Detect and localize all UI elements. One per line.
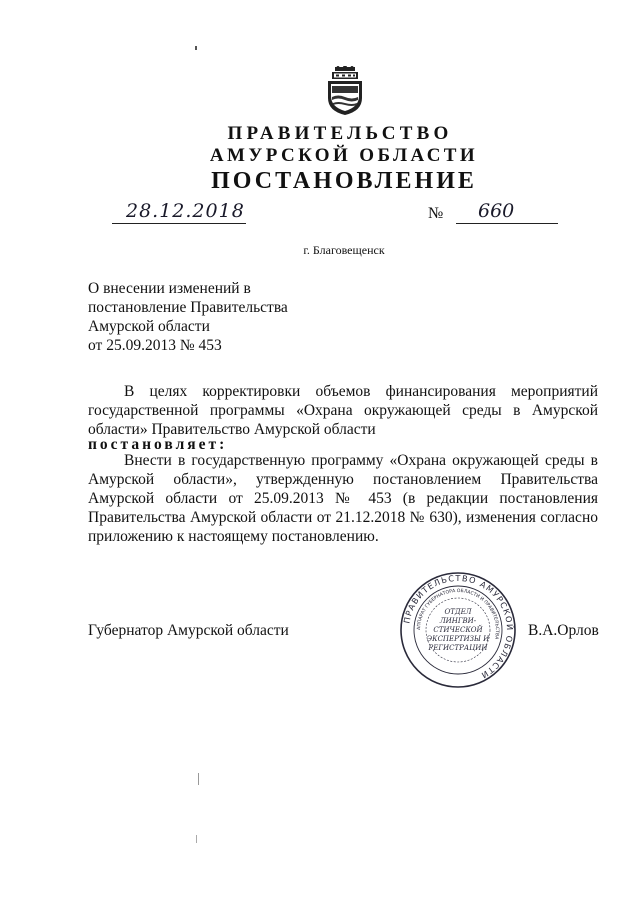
stamp-inner-text: АППАРАТ ГУБЕРНАТОРА ОБЛАСТИ И ПРАВИТЕЛЬСТВА xyxy=(416,588,500,640)
subject-line: О внесении изменений в xyxy=(88,280,251,297)
coat-of-arms-icon xyxy=(326,66,364,116)
stamp-center-line: РЕГИСТРАЦИИ xyxy=(428,644,488,652)
handwritten-date: 28.12.2018 xyxy=(126,200,245,222)
stamp-center-line: ОТДЕЛ xyxy=(444,608,472,616)
subject-line: Амурской области xyxy=(88,318,210,335)
city-line: г. Благовещенск xyxy=(303,243,385,257)
stamp-outer-text: ПРАВИТЕЛЬСТВО АМУРСКОЙ ОБЛАСТИ xyxy=(401,572,516,681)
document-type-title: ПОСТАНОВЛЕНИЕ xyxy=(211,168,477,194)
stamp-center-line: ЭКСПЕРТИЗЫ И xyxy=(426,635,490,643)
scan-speck xyxy=(196,835,197,843)
subject-block xyxy=(88,279,288,355)
org-name-line1: ПРАВИТЕЛЬСТВО xyxy=(227,123,453,144)
official-stamp xyxy=(398,570,518,690)
scan-speck xyxy=(198,773,199,785)
date-underline xyxy=(112,222,246,224)
number-sign: № xyxy=(428,205,444,222)
signatory-position: Губернатор Амурской области xyxy=(88,622,289,639)
signatory-name: В.А.Орлов xyxy=(528,622,599,639)
stamp-center-line: ЛИНГВИ- xyxy=(439,617,477,625)
scan-speck xyxy=(195,46,197,50)
subject-line: постановление Правительства xyxy=(88,299,288,316)
number-underline xyxy=(456,222,558,224)
preamble-paragraph: В целях корректировки объемов финансирования мероприятий государственной программы «Охрана окружающей среды в Амурской области» Правительство Амурской области xyxy=(88,383,598,438)
org-name-line2: АМУРСКОЙ ОБЛАСТИ xyxy=(209,145,479,166)
handwritten-number: 660 xyxy=(478,200,515,222)
subject-line: от 25.09.2013 № 453 xyxy=(88,337,222,354)
stamp-center-line: СТИЧЕСКОЙ xyxy=(433,626,483,634)
resolves-heading: постановляет: xyxy=(88,436,228,453)
operative-paragraph: Внести в государственную программу «Охрана окружающей среды в Амурской области», утвержденную постановлением Правительства Амурской области от 25.09.2013 № 453 (в редакции постановления Правительства Амурской области от 21.12.2018 № 630), изменения согласно приложению к настоящему постановлению. xyxy=(88,452,598,545)
